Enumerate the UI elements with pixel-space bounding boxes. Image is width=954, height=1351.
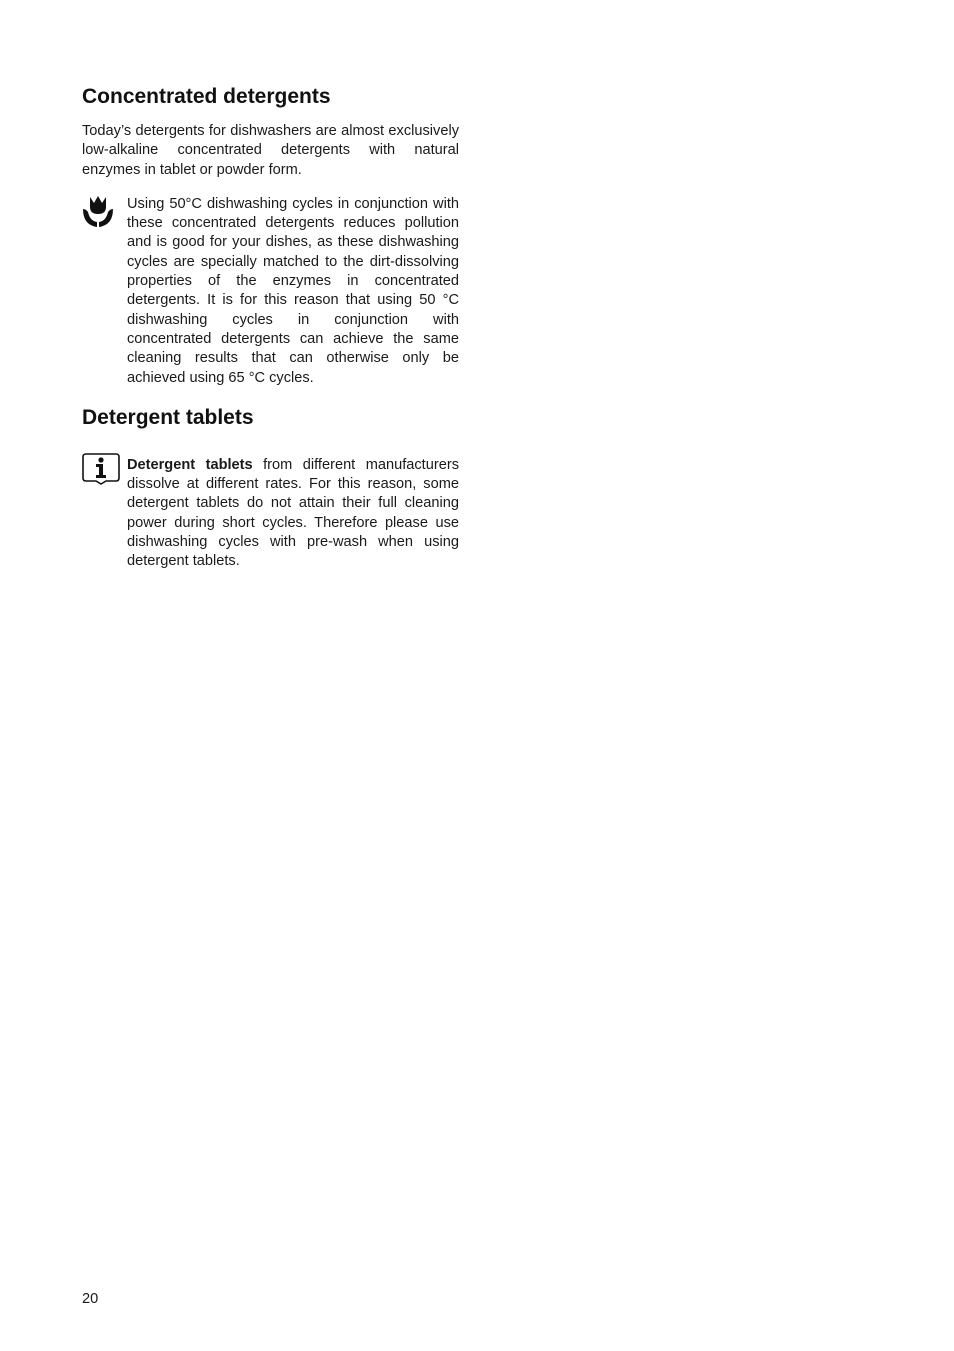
eco-flower-icon [82,195,114,234]
heading-detergent-tablets: Detergent tablets [82,405,254,429]
info-note-text [127,456,459,572]
heading-concentrated-detergents: Concentrated detergents [82,85,331,108]
page-number: 20 [82,1291,99,1307]
info-icon [82,451,120,490]
section-detergent-tablets [82,405,459,572]
info-note-body: from different manufacturers dissolve at different rates. For this reason, some detergent tablets do not attain their full cleaning power during short cycles. Therefore please use dishwashing cycles with pre-wash when using detergent tablets. [127,456,459,570]
info-note [82,456,459,572]
paragraph-intro: Today’s detergents for dishwashers are almost exclusively low-alkaline concentrated detergents with natural enzymes in tablet or powder form. [82,123,459,178]
info-note-lead: Detergent tablets [127,456,253,473]
eco-note-text: Using 50°C dishwashing cycles in conjunction with these concentrated detergents reduces pollution and is good for your dishes, as these dishwashing cycles are specially matched to the dirt-dissolving properties of the enzymes in concentrated detergents. It is for this reason that using 50 °C dishwashing cycles in conjunction with concentrated detergents can achieve the same cleaning results that can otherwise only be achieved using 65 °C cycles. [127,195,459,386]
text-column [82,84,459,572]
eco-note [82,195,459,388]
